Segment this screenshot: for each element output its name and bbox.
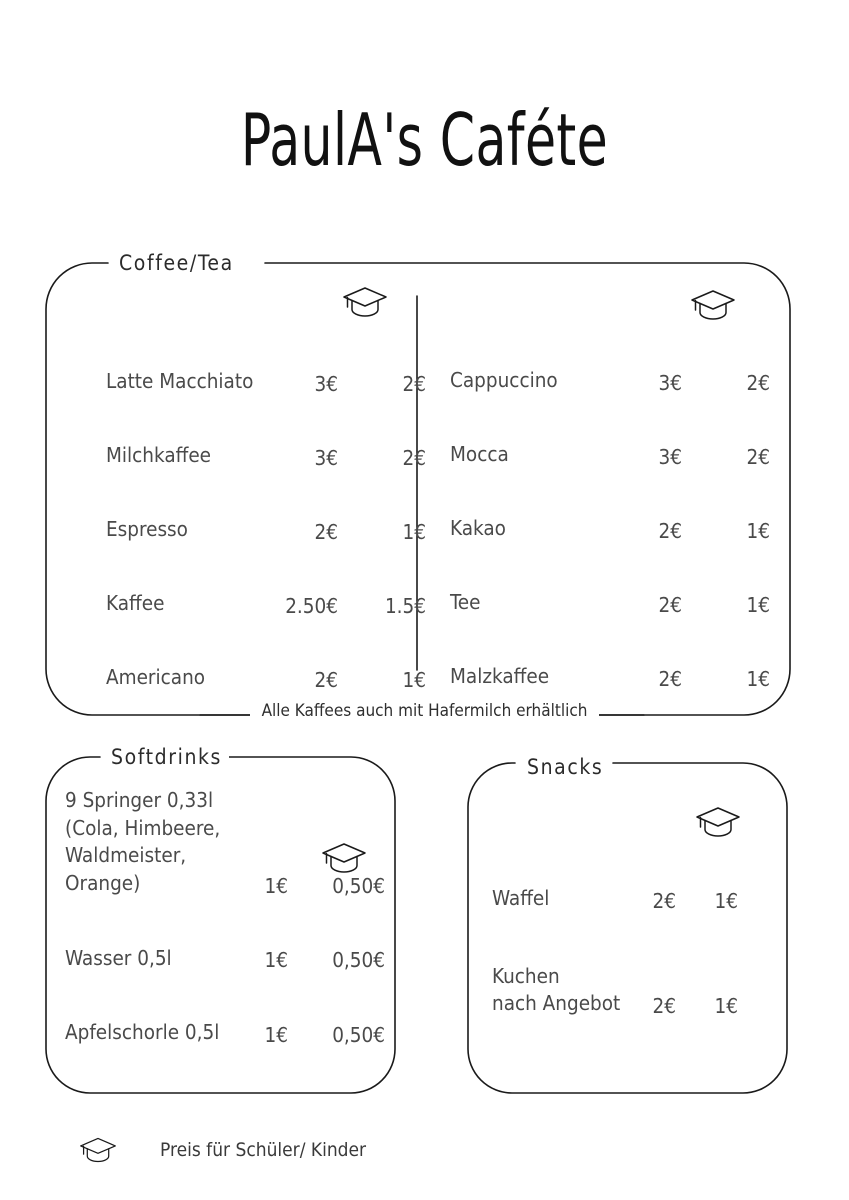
page-title: PaulA's Caféte bbox=[240, 98, 609, 182]
item-price-student: 0,50€ bbox=[332, 1023, 385, 1048]
item-price-regular: 2€ bbox=[314, 520, 338, 544]
item-price-student: 1€ bbox=[746, 593, 770, 617]
menu-row bbox=[450, 395, 770, 469]
item-price-student: 1€ bbox=[714, 888, 738, 913]
menu-row bbox=[106, 618, 426, 692]
item-price-student: 2€ bbox=[746, 445, 770, 469]
section-caption-snacks: Snacks bbox=[520, 757, 610, 778]
item-price-student: 2€ bbox=[402, 372, 426, 396]
menu-row bbox=[65, 787, 385, 898]
menu-row bbox=[450, 617, 770, 691]
item-price-regular: 2€ bbox=[658, 667, 682, 691]
item-name bbox=[492, 963, 620, 1018]
menu-row bbox=[450, 321, 770, 395]
item-name: Americano bbox=[106, 665, 206, 690]
softdrinks-list bbox=[65, 787, 385, 1094]
item-name: Milchkaffee bbox=[106, 443, 212, 468]
item-price-student: 1€ bbox=[746, 667, 770, 691]
item-price-regular: 2€ bbox=[658, 519, 682, 543]
menu-row bbox=[492, 963, 738, 1018]
section-caption-softdrinks: Softdrinks bbox=[104, 747, 229, 768]
item-price-regular: 1€ bbox=[264, 1023, 288, 1048]
item-price-student: 2€ bbox=[746, 371, 770, 395]
oat-milk-note-text: Alle Kaffees auch mit Hafermilch erhältlich bbox=[250, 701, 600, 721]
menu-row bbox=[106, 396, 426, 470]
oat-milk-note bbox=[0, 703, 849, 720]
legend bbox=[78, 1136, 366, 1164]
legend-label: Preis für Schüler/ Kinder bbox=[160, 1138, 367, 1161]
coffee-tea-right-column bbox=[450, 321, 770, 691]
item-price-student: 0,50€ bbox=[332, 873, 385, 898]
section-caption-coffee-tea: Coffee/Tea bbox=[112, 253, 241, 274]
item-price-regular: 2€ bbox=[314, 668, 338, 692]
item-name: Kakao bbox=[450, 516, 506, 541]
item-name: Wasser 0,5l bbox=[65, 945, 172, 970]
item-price-student: 1€ bbox=[402, 668, 426, 692]
item-price-student: 1.5€ bbox=[384, 594, 426, 618]
item-name: Apfelschorle 0,5l bbox=[65, 1020, 220, 1045]
menu-row bbox=[450, 543, 770, 617]
item-price-student: 1€ bbox=[402, 520, 426, 544]
item-name-line: (Cola, Himbeere, bbox=[65, 815, 221, 840]
item-name: Cappuccino bbox=[450, 368, 558, 393]
item-price-regular: 2€ bbox=[652, 994, 676, 1019]
coffee-tea-left-column bbox=[106, 322, 426, 692]
item-name-line: Kuchen bbox=[492, 963, 560, 988]
menu-row bbox=[65, 945, 385, 973]
item-name-line: Waldmeister, bbox=[65, 843, 187, 868]
graduation-cap-icon bbox=[78, 1136, 118, 1164]
item-name: Mocca bbox=[450, 442, 509, 467]
item-name: Tee bbox=[450, 590, 481, 615]
item-name-line: 9 Springer 0,33l bbox=[65, 788, 214, 812]
item-name: Latte Macchiato bbox=[106, 369, 254, 394]
item-name-line: Orange) bbox=[65, 871, 141, 896]
item-price-regular: 1€ bbox=[264, 948, 288, 973]
menu-row bbox=[450, 469, 770, 543]
item-price-student: 0,50€ bbox=[332, 948, 385, 973]
item-name: Waffel bbox=[492, 886, 550, 910]
item-price-regular: 2€ bbox=[652, 888, 676, 913]
graduation-cap-icon bbox=[694, 805, 742, 839]
graduation-cap-icon bbox=[341, 285, 389, 319]
item-price-regular: 3€ bbox=[658, 371, 682, 395]
snacks-list bbox=[492, 885, 738, 1068]
item-name: Kaffee bbox=[106, 591, 165, 616]
item-name-line: nach Angebot bbox=[492, 991, 621, 1016]
item-price-regular: 3€ bbox=[314, 446, 338, 470]
graduation-cap-icon bbox=[689, 288, 737, 322]
item-price-regular: 2.50€ bbox=[285, 594, 338, 618]
item-price-regular: 1€ bbox=[264, 873, 288, 898]
item-price-regular: 2€ bbox=[658, 593, 682, 617]
item-price-regular: 3€ bbox=[314, 372, 338, 396]
item-name bbox=[65, 787, 220, 898]
menu-row bbox=[492, 885, 738, 913]
item-price-student: 1€ bbox=[746, 519, 770, 543]
menu-row bbox=[106, 470, 426, 544]
menu-row bbox=[65, 1019, 385, 1047]
item-price-regular: 3€ bbox=[658, 445, 682, 469]
item-price-student: 1€ bbox=[714, 994, 738, 1019]
item-price-student: 2€ bbox=[402, 446, 426, 470]
item-name: Espresso bbox=[106, 517, 188, 542]
menu-row bbox=[106, 322, 426, 396]
menu-row bbox=[106, 544, 426, 618]
item-name: Malzkaffee bbox=[450, 664, 550, 689]
